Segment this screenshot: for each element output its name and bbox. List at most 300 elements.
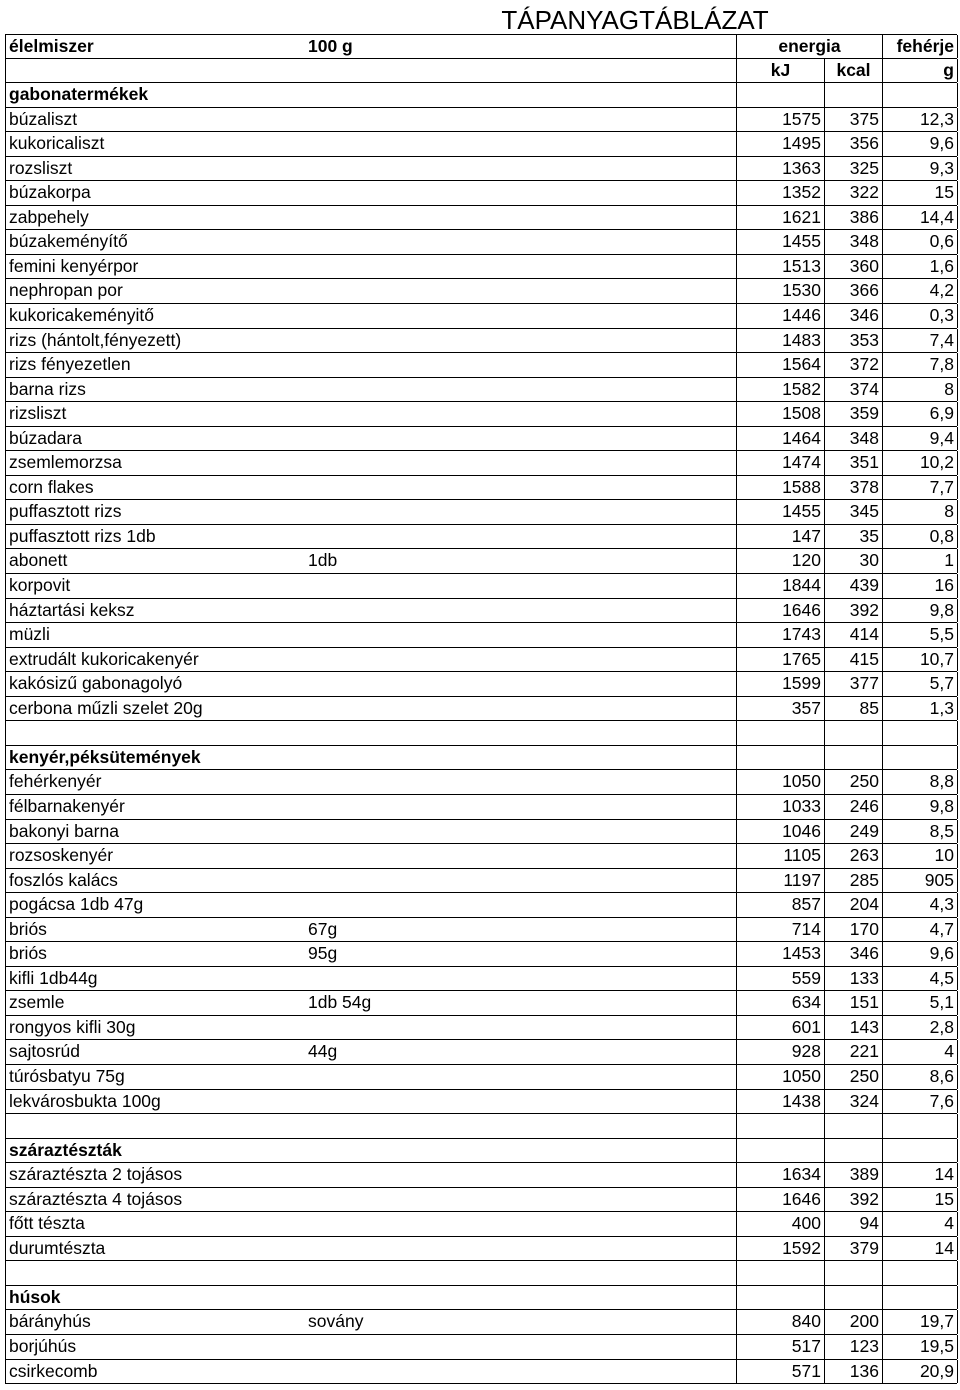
food-quantity: 44g — [308, 1041, 338, 1062]
energy-kj: 1634 — [736, 1163, 824, 1187]
food-name: cerbona műzli szelet 20g — [9, 697, 203, 718]
food-quantity — [306, 279, 736, 303]
table-title: TÁPANYAGTÁBLÁZAT — [501, 5, 769, 35]
food-quantity — [306, 353, 736, 377]
food-name: fehérkenyér — [9, 771, 102, 792]
food-quantity — [306, 574, 736, 598]
energy-kj: 1495 — [736, 132, 824, 156]
energy-kj: 1352 — [736, 181, 824, 205]
protein-g: 15 — [882, 181, 958, 205]
protein-g: 4 — [882, 1212, 958, 1236]
energy-kcal: 356 — [824, 132, 882, 156]
energy-kcal: 133 — [824, 967, 882, 991]
food-name: zabpehely — [9, 206, 89, 227]
protein-g: 14 — [882, 1237, 958, 1261]
food-name: száraztészta 4 tojásos — [9, 1188, 183, 1209]
table-row — [5, 549, 957, 574]
energy-kcal: 325 — [824, 157, 882, 181]
table-row — [5, 329, 957, 354]
food-quantity — [306, 476, 736, 500]
energy-kj: 517 — [736, 1335, 824, 1359]
food-quantity — [306, 255, 736, 279]
protein-g: 9,4 — [882, 427, 958, 451]
energy-kj: 1582 — [736, 378, 824, 402]
protein-g: 1,6 — [882, 255, 958, 279]
energy-kcal: 285 — [824, 869, 882, 893]
food-quantity — [306, 599, 736, 623]
energy-kcal: 374 — [824, 378, 882, 402]
food-quantity — [306, 132, 736, 156]
table-row — [5, 1310, 957, 1335]
food-name: nephropan por — [9, 280, 123, 301]
food-quantity — [306, 1163, 736, 1187]
food-name: zsemle — [9, 992, 65, 1013]
food-name: rozsoskenyér — [9, 845, 114, 866]
food-name: durumtészta — [9, 1237, 106, 1258]
table-row — [5, 378, 957, 403]
table-row — [5, 1040, 957, 1065]
table-row — [5, 648, 957, 673]
energy-kcal: 359 — [824, 402, 882, 426]
protein-g: 5,7 — [882, 672, 958, 696]
protein-g: 10 — [882, 844, 958, 868]
food-quantity — [306, 157, 736, 181]
food-quantity — [306, 770, 736, 794]
food-quantity: 95g — [308, 943, 338, 964]
table-row — [5, 427, 957, 452]
food-quantity — [306, 304, 736, 328]
energy-kcal: 322 — [824, 181, 882, 205]
energy-kj: 1050 — [736, 770, 824, 794]
energy-kcal: 246 — [824, 795, 882, 819]
header-quantity: 100 g — [308, 36, 353, 56]
section-title: húsok — [9, 1286, 61, 1307]
energy-kcal: 392 — [824, 599, 882, 623]
table-row — [5, 942, 957, 967]
table-row — [5, 918, 957, 943]
protein-g: 7,7 — [882, 476, 958, 500]
food-name: félbarnakenyér — [9, 795, 125, 816]
food-name: rongyos kifli 30g — [9, 1016, 136, 1037]
energy-kj: 571 — [736, 1360, 824, 1384]
table-row — [5, 795, 957, 820]
energy-kcal: 375 — [824, 108, 882, 132]
table-row — [5, 500, 957, 525]
blank-row — [5, 721, 957, 746]
food-name: rozsliszt — [9, 157, 73, 178]
protein-g: 10,7 — [882, 648, 958, 672]
table-row — [5, 1335, 957, 1360]
protein-g: 9,8 — [882, 795, 958, 819]
energy-kj: 1588 — [736, 476, 824, 500]
food-name: abonett — [9, 550, 68, 571]
table-body — [5, 83, 957, 1384]
energy-kcal: 324 — [824, 1090, 882, 1114]
table-row — [5, 991, 957, 1016]
table-row — [5, 353, 957, 378]
food-quantity: 1db 54g — [308, 992, 372, 1013]
food-quantity — [306, 181, 736, 205]
energy-kcal: 143 — [824, 1016, 882, 1040]
food-name: müzli — [9, 624, 50, 645]
protein-g: 14 — [882, 1163, 958, 1187]
energy-kcal: 366 — [824, 279, 882, 303]
table-row — [5, 893, 957, 918]
protein-g: 2,8 — [882, 1016, 958, 1040]
food-quantity — [306, 329, 736, 353]
energy-kcal: 221 — [824, 1040, 882, 1064]
energy-kj: 1455 — [736, 230, 824, 254]
energy-kj: 1599 — [736, 672, 824, 696]
energy-kj: 1105 — [736, 844, 824, 868]
energy-kcal: 372 — [824, 353, 882, 377]
food-name: kukoricaliszt — [9, 133, 105, 154]
food-name: pogácsa 1db 47g — [9, 894, 144, 915]
energy-kj: 1508 — [736, 402, 824, 426]
food-quantity — [306, 1016, 736, 1040]
energy-kj: 1564 — [736, 353, 824, 377]
table-row — [5, 132, 957, 157]
protein-g: 7,4 — [882, 329, 958, 353]
food-quantity — [306, 893, 736, 917]
food-name: főtt tészta — [9, 1213, 85, 1234]
protein-g: 16 — [882, 574, 958, 598]
protein-g: 4 — [882, 1040, 958, 1064]
table-row — [5, 255, 957, 280]
energy-kj: 1621 — [736, 206, 824, 230]
table-row — [5, 476, 957, 501]
blank-row — [5, 1261, 957, 1286]
energy-kj: 1513 — [736, 255, 824, 279]
food-quantity — [306, 1237, 736, 1261]
food-name: extrudált kukoricakenyér — [9, 648, 199, 669]
table-row — [5, 1360, 957, 1385]
table-row — [5, 1016, 957, 1041]
section-header-row — [5, 1286, 957, 1311]
unit-kj: kJ — [736, 59, 824, 83]
table-row — [5, 1188, 957, 1213]
table-row — [5, 672, 957, 697]
energy-kj: 1464 — [736, 427, 824, 451]
unit-g: g — [882, 59, 958, 83]
energy-kj: 147 — [736, 525, 824, 549]
energy-kj: 714 — [736, 918, 824, 942]
table-row — [5, 967, 957, 992]
energy-kcal: 415 — [824, 648, 882, 672]
header-food: élelmiszer — [9, 36, 94, 56]
unit-kcal: kcal — [824, 59, 882, 83]
energy-kcal: 250 — [824, 770, 882, 794]
food-quantity — [306, 967, 736, 991]
table-row — [5, 1212, 957, 1237]
food-name: kukoricakeményitő — [9, 305, 154, 326]
protein-g: 8,5 — [882, 820, 958, 844]
protein-g: 8 — [882, 500, 958, 524]
energy-kj: 1646 — [736, 1188, 824, 1212]
food-name: búzaliszt — [9, 108, 78, 129]
protein-g: 5,1 — [882, 991, 958, 1015]
energy-kj: 928 — [736, 1040, 824, 1064]
food-quantity — [306, 795, 736, 819]
protein-g: 6,9 — [882, 402, 958, 426]
table-title-row — [5, 4, 957, 34]
food-name: corn flakes — [9, 476, 94, 497]
table-row — [5, 1065, 957, 1090]
energy-kj: 1765 — [736, 648, 824, 672]
table-row — [5, 181, 957, 206]
food-quantity: sovány — [308, 1311, 364, 1332]
energy-kj: 1453 — [736, 942, 824, 966]
energy-kj: 1743 — [736, 623, 824, 647]
food-name: zsemlemorzsa — [9, 452, 122, 473]
protein-g: 20,9 — [882, 1360, 958, 1384]
energy-kj: 1363 — [736, 157, 824, 181]
food-name: foszlós kalács — [9, 869, 118, 890]
table-row — [5, 770, 957, 795]
table-row — [5, 623, 957, 648]
energy-kcal: 386 — [824, 206, 882, 230]
food-name: briós — [9, 943, 47, 964]
protein-g: 0,6 — [882, 230, 958, 254]
energy-kj: 1530 — [736, 279, 824, 303]
food-quantity — [306, 1212, 736, 1236]
table-row — [5, 279, 957, 304]
food-quantity — [306, 525, 736, 549]
protein-g: 4,5 — [882, 967, 958, 991]
energy-kj: 1438 — [736, 1090, 824, 1114]
energy-kj: 1033 — [736, 795, 824, 819]
table-row — [5, 108, 957, 133]
food-quantity — [306, 1188, 736, 1212]
food-quantity — [306, 697, 736, 721]
units-row — [5, 59, 957, 84]
table-row — [5, 1090, 957, 1115]
food-quantity — [306, 1090, 736, 1114]
food-quantity — [306, 230, 736, 254]
food-name: borjúhús — [9, 1335, 77, 1356]
protein-g: 19,7 — [882, 1310, 958, 1334]
energy-kcal: 353 — [824, 329, 882, 353]
energy-kj: 559 — [736, 967, 824, 991]
table-row — [5, 1163, 957, 1188]
energy-kcal: 35 — [824, 525, 882, 549]
food-name: sajtosrúd — [9, 1041, 81, 1062]
energy-kcal: 348 — [824, 230, 882, 254]
protein-g: 9,8 — [882, 599, 958, 623]
table-row — [5, 1237, 957, 1262]
energy-kj: 1592 — [736, 1237, 824, 1261]
food-quantity: 1db — [308, 550, 338, 571]
table-row — [5, 304, 957, 329]
food-name: túrósbatyu 75g — [9, 1065, 125, 1086]
energy-kcal: 200 — [824, 1310, 882, 1334]
protein-g: 10,2 — [882, 451, 958, 475]
header-row — [5, 34, 957, 59]
food-name: rizsliszt — [9, 403, 67, 424]
table-row — [5, 525, 957, 550]
energy-kj: 840 — [736, 1310, 824, 1334]
food-quantity — [306, 378, 736, 402]
header-energy: energia — [736, 35, 882, 58]
energy-kcal: 345 — [824, 500, 882, 524]
table-row — [5, 820, 957, 845]
table-row — [5, 599, 957, 624]
food-quantity — [306, 1335, 736, 1359]
energy-kj: 1575 — [736, 108, 824, 132]
food-quantity — [306, 844, 736, 868]
energy-kj: 1455 — [736, 500, 824, 524]
food-quantity — [306, 648, 736, 672]
protein-g: 1,3 — [882, 697, 958, 721]
table-row — [5, 869, 957, 894]
energy-kcal: 30 — [824, 549, 882, 573]
food-name: csirkecomb — [9, 1360, 98, 1381]
food-name: kifli 1db44g — [9, 967, 98, 988]
food-quantity — [306, 1065, 736, 1089]
protein-g: 19,5 — [882, 1335, 958, 1359]
section-header-row — [5, 1139, 957, 1164]
protein-g: 9,6 — [882, 132, 958, 156]
food-name: rizs fényezetlen — [9, 354, 131, 375]
food-name: lekvárosbukta 100g — [9, 1090, 161, 1111]
energy-kcal: 414 — [824, 623, 882, 647]
section-header-row — [5, 83, 957, 108]
energy-kcal: 151 — [824, 991, 882, 1015]
energy-kj: 1483 — [736, 329, 824, 353]
energy-kcal: 379 — [824, 1237, 882, 1261]
blank-row — [5, 1114, 957, 1139]
energy-kcal: 346 — [824, 942, 882, 966]
section-title: gabonatermékek — [9, 84, 149, 105]
energy-kcal: 351 — [824, 451, 882, 475]
energy-kj: 1046 — [736, 820, 824, 844]
food-name: kakósizű gabonagolyó — [9, 673, 183, 694]
food-quantity — [306, 427, 736, 451]
protein-g: 905 — [882, 869, 958, 893]
energy-kcal: 346 — [824, 304, 882, 328]
protein-g: 8 — [882, 378, 958, 402]
food-name: bakonyi barna — [9, 820, 119, 841]
energy-kcal: 392 — [824, 1188, 882, 1212]
food-name: háztartási keksz — [9, 599, 135, 620]
energy-kcal: 360 — [824, 255, 882, 279]
table-row — [5, 844, 957, 869]
protein-g: 9,6 — [882, 942, 958, 966]
energy-kcal: 250 — [824, 1065, 882, 1089]
protein-g: 7,6 — [882, 1090, 958, 1114]
energy-kcal: 94 — [824, 1212, 882, 1236]
energy-kcal: 204 — [824, 893, 882, 917]
table-row — [5, 697, 957, 722]
energy-kj: 1646 — [736, 599, 824, 623]
energy-kcal: 170 — [824, 918, 882, 942]
table-row — [5, 206, 957, 231]
energy-kj: 1446 — [736, 304, 824, 328]
energy-kcal: 249 — [824, 820, 882, 844]
energy-kcal: 85 — [824, 697, 882, 721]
section-title: száraztészták — [9, 1139, 122, 1160]
food-name: puffasztott rizs — [9, 501, 122, 522]
protein-g: 12,3 — [882, 108, 958, 132]
energy-kcal: 123 — [824, 1335, 882, 1359]
protein-g: 8,6 — [882, 1065, 958, 1089]
food-quantity — [306, 869, 736, 893]
food-name: búzadara — [9, 427, 82, 448]
food-name: rizs (hántolt,fényezett) — [9, 329, 182, 350]
protein-g: 4,7 — [882, 918, 958, 942]
energy-kj: 1474 — [736, 451, 824, 475]
nutrition-table — [5, 4, 957, 1384]
header-protein: fehérje — [882, 35, 958, 58]
food-name: briós — [9, 918, 47, 939]
food-quantity: 67g — [308, 918, 338, 939]
energy-kj: 1050 — [736, 1065, 824, 1089]
energy-kj: 120 — [736, 549, 824, 573]
section-header-row — [5, 746, 957, 771]
energy-kj: 1197 — [736, 869, 824, 893]
protein-g: 0,3 — [882, 304, 958, 328]
protein-g: 4,3 — [882, 893, 958, 917]
energy-kj: 1844 — [736, 574, 824, 598]
section-title: kenyér,péksütemények — [9, 746, 201, 767]
energy-kj: 400 — [736, 1212, 824, 1236]
food-name: femini kenyérpor — [9, 255, 139, 276]
energy-kcal: 136 — [824, 1360, 882, 1384]
protein-g: 4,2 — [882, 279, 958, 303]
food-quantity — [306, 623, 736, 647]
food-quantity — [306, 500, 736, 524]
energy-kj: 357 — [736, 697, 824, 721]
food-name: búzakorpa — [9, 182, 91, 203]
energy-kcal: 378 — [824, 476, 882, 500]
food-quantity — [306, 108, 736, 132]
energy-kj: 601 — [736, 1016, 824, 1040]
energy-kcal: 389 — [824, 1163, 882, 1187]
protein-g: 8,8 — [882, 770, 958, 794]
table-row — [5, 451, 957, 476]
food-quantity — [306, 672, 736, 696]
protein-g: 14,4 — [882, 206, 958, 230]
table-row — [5, 574, 957, 599]
food-quantity — [306, 206, 736, 230]
food-name: korpovit — [9, 575, 71, 596]
food-name: barna rizs — [9, 378, 86, 399]
food-name: puffasztott rizs 1db — [9, 525, 156, 546]
food-quantity — [306, 451, 736, 475]
food-quantity — [306, 820, 736, 844]
protein-g: 5,5 — [882, 623, 958, 647]
protein-g: 0,8 — [882, 525, 958, 549]
energy-kj: 857 — [736, 893, 824, 917]
protein-g: 7,8 — [882, 353, 958, 377]
energy-kcal: 377 — [824, 672, 882, 696]
food-quantity — [306, 402, 736, 426]
protein-g: 9,3 — [882, 157, 958, 181]
protein-g: 1 — [882, 549, 958, 573]
energy-kcal: 263 — [824, 844, 882, 868]
food-name: bárányhús — [9, 1311, 91, 1332]
table-row — [5, 157, 957, 182]
table-row — [5, 230, 957, 255]
protein-g: 15 — [882, 1188, 958, 1212]
energy-kcal: 439 — [824, 574, 882, 598]
table-row — [5, 402, 957, 427]
food-name: száraztészta 2 tojásos — [9, 1164, 183, 1185]
energy-kcal: 348 — [824, 427, 882, 451]
food-name: búzakeményítő — [9, 231, 128, 252]
energy-kj: 634 — [736, 991, 824, 1015]
food-quantity — [306, 1360, 736, 1384]
